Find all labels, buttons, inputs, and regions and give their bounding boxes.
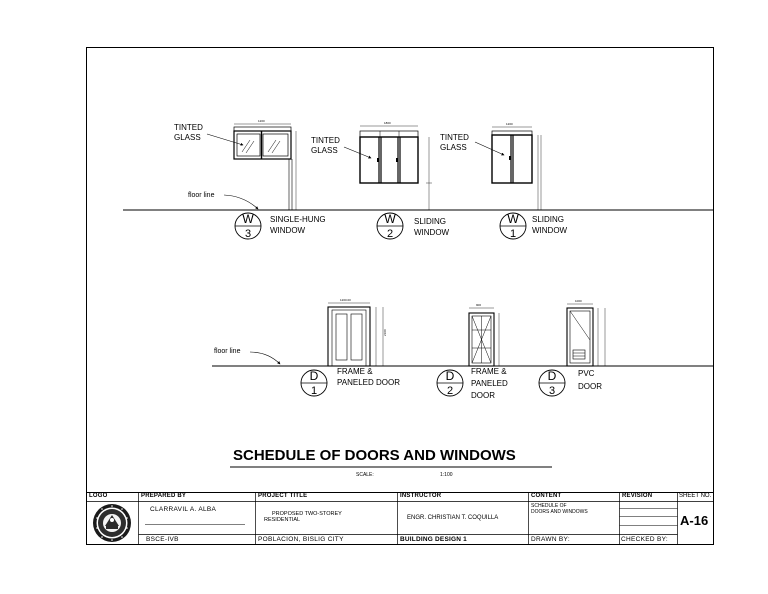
door-d1-tag xyxy=(301,369,327,397)
prepared-by-header: PREPARED BY xyxy=(141,493,187,499)
window-w2-elevation xyxy=(360,121,432,210)
window-w1-tag-number: 1 xyxy=(509,228,517,240)
floor-line-label: floor line xyxy=(188,192,215,199)
prepared-by-value: CLARRAVIL A. ALBA xyxy=(150,506,217,513)
svg-text:1200: 1200 xyxy=(258,119,265,123)
svg-text:2100: 2100 xyxy=(383,329,387,336)
door-d1-name: FRAME & PANELED DOOR xyxy=(337,367,400,387)
door-d3-tag-letter: D xyxy=(547,369,557,383)
instructor-header: INSTRUCTOR xyxy=(400,493,442,499)
course-name: BUILDING DESIGN 1 xyxy=(400,536,467,543)
door-d3-elevation xyxy=(567,299,605,366)
revision-header: REVISION xyxy=(622,493,653,499)
content-header: CONTENT xyxy=(531,493,562,499)
checked-by-label: CHECKED BY: xyxy=(621,536,669,543)
window-w1-tag-letter: W xyxy=(507,212,519,226)
svg-text:1000: 1000 xyxy=(575,299,582,303)
floor-line-label-doors: floor line xyxy=(214,348,241,355)
door-d1-tag-number: 1 xyxy=(310,385,318,397)
drawing-title: SCHEDULE OF DOORS AND WINDOWS xyxy=(233,447,516,464)
window-w2-name: SLIDING WINDOW xyxy=(414,217,450,237)
window-w3-elevation xyxy=(234,119,296,210)
scale-value: 1:100 xyxy=(440,472,453,478)
window-w3-glass-leader xyxy=(207,134,243,145)
project-title-header: PROJECT TITLE xyxy=(258,493,308,499)
window-w2-tag-letter: W xyxy=(384,212,396,226)
content-line1: SCHEDULE OF xyxy=(531,503,567,509)
scale-label: SCALE: xyxy=(356,472,374,478)
instructor-value: ENGR. CHRISTIAN T. COQUILLA xyxy=(407,515,499,521)
logo-header: LOGO xyxy=(89,493,108,499)
window-w3-tag-number: 3 xyxy=(244,228,252,240)
window-w3-glass-label: TINTED GLASS xyxy=(174,123,203,142)
floor-line-leader xyxy=(224,195,258,209)
sheet-number: A-16 xyxy=(680,513,709,528)
svg-text:1800: 1800 xyxy=(384,121,391,125)
project-title-line2: RESIDENTIAL xyxy=(264,517,301,523)
window-w2-tag-number: 2 xyxy=(386,228,394,240)
window-w3-tag-letter: W xyxy=(242,212,254,226)
door-d3-tag xyxy=(539,369,565,397)
window-w3-name: SINGLE-HUNG WINDOW xyxy=(270,215,326,235)
drawn-by-label: DRAWN BY: xyxy=(531,536,570,543)
window-w2-glass-leader xyxy=(344,147,371,158)
project-location: POBLACION, BISLIG CITY xyxy=(258,536,344,543)
school-seal-logo xyxy=(93,504,131,542)
window-w1-name: SLIDING WINDOW xyxy=(532,215,568,235)
svg-text:1200: 1200 xyxy=(506,122,513,126)
window-w1-glass-label: TINTED GLASS xyxy=(440,133,469,152)
window-w1-elevation xyxy=(492,122,541,210)
student-section: BSCE-IVB xyxy=(146,536,179,543)
window-w1-tag xyxy=(500,212,526,240)
door-d2-tag-letter: D xyxy=(445,369,455,383)
door-d1-tag-letter: D xyxy=(309,369,319,383)
project-title-line1: PROPOSED TWO-STOREY xyxy=(272,511,342,517)
door-d3-tag-number: 3 xyxy=(548,385,556,397)
content-line2: DOORS AND WINDOWS xyxy=(531,509,588,515)
svg-text:1200.00: 1200.00 xyxy=(340,298,351,302)
door-d2-name: FRAME & PANELED DOOR xyxy=(471,367,508,400)
window-w2-tag xyxy=(377,212,403,240)
sheet-no-header: SHEET NO. xyxy=(679,493,712,499)
door-d2-tag xyxy=(437,369,463,397)
door-d3-name: PVC DOOR xyxy=(578,369,602,391)
window-w2-glass-label: TINTED GLASS xyxy=(311,136,340,155)
door-d2-tag-number: 2 xyxy=(446,385,454,397)
svg-text:900: 900 xyxy=(476,303,482,307)
floor-line-leader-doors xyxy=(250,352,280,364)
window-w1-glass-leader xyxy=(475,142,504,155)
window-w3-tag xyxy=(235,212,261,240)
door-d1-elevation xyxy=(328,298,387,366)
door-d2-elevation xyxy=(469,303,499,366)
